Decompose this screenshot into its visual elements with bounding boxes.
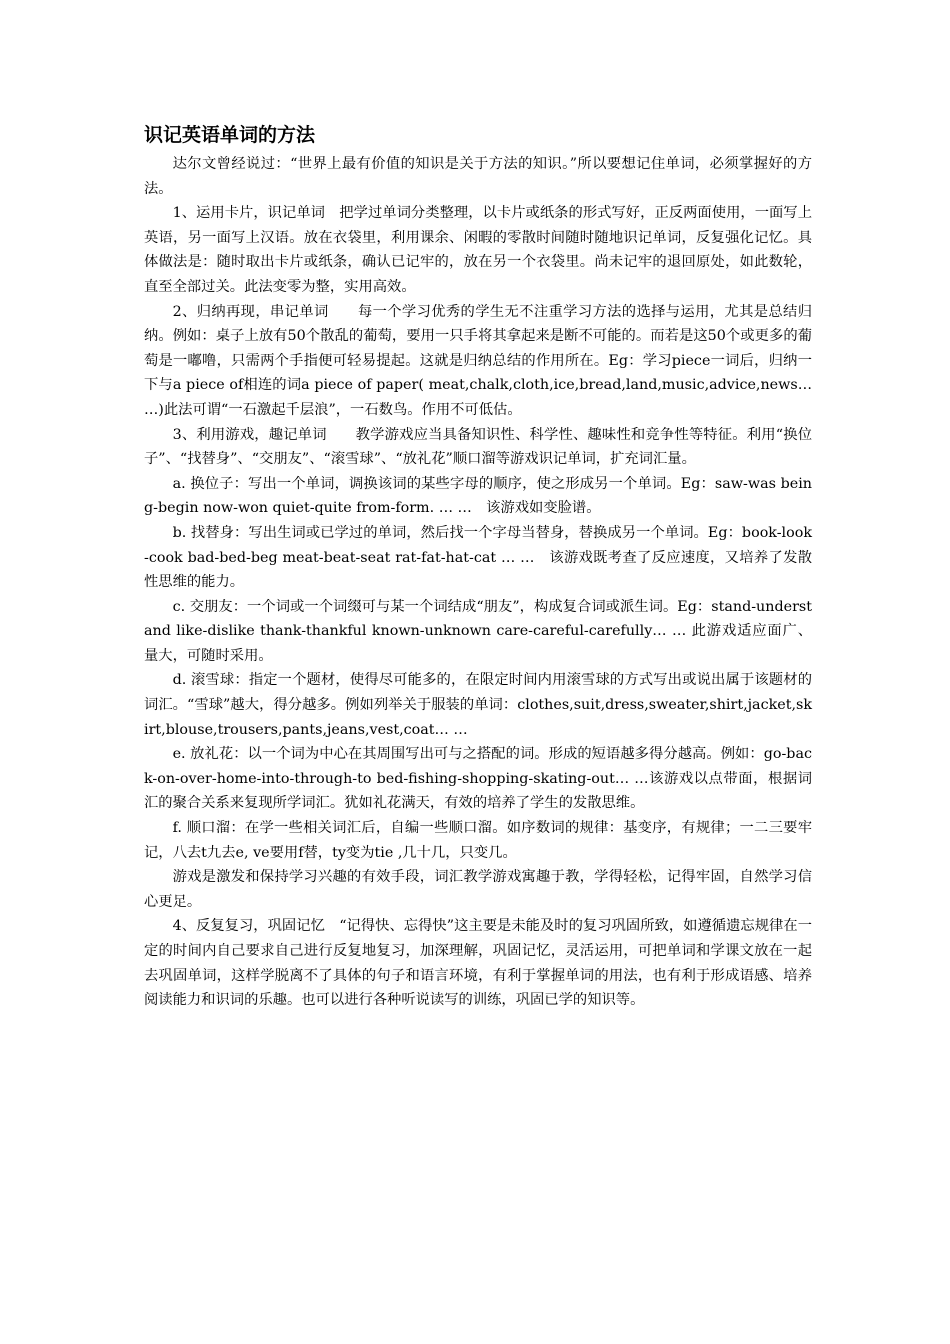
- method-1-paragraph: 1、运用卡片，识记单词 把学过单词分类整理，以卡片或纸条的形式写好，正反两面使用，一面写上英语，另一面写上汉语。放在衣袋里，利用课余、闲暇的零散时间随时随地识记单词，反复强化记忆。具体做法是：随时取出卡片或纸条，确认已记牢的，放在另一个衣袋里。尚未记牢的退回原处，如此数轮，直至全部过关。此法变零为整，实用高效。: [144, 205, 812, 295]
- game-b-paragraph: b. 找替身：写出生词或已学过的单词，然后找一个字母当替身，替换成另一个单词。Eg：book-look-cook bad-bed-beg meat-beat-seat rat-fat-hat-cat … … 该游戏既考查了反应速度，又培养了发散性思维的能力。: [144, 524, 812, 591]
- game-e-paragraph: e. 放礼花：以一个词为中心在其周围写出可与之搭配的词。形成的短语越多得分越高。例如：go-back-on-over-home-into-through-to bed-fishing-shopping-skating-out… …该游戏以点带面，根据词汇的聚合关系来复现所学词汇。犹如礼花满天，有效的培养了学生的发散思维。: [144, 746, 812, 812]
- method-3-paragraph: 3、利用游戏，趣记单词 教学游戏应当具备知识性、科学性、趣味性和竞争性等特征。利用“换位子”、“找替身”、“交朋友”、“滚雪球”、“放礼花”顺口溜等游戏识记单词，扩充词汇量。: [144, 426, 812, 468]
- game-c-paragraph: c. 交朋友：一个词或一个词缀可与某一个词结成“朋友”，构成复合词或派生词。Eg：stand-understand like-dislike thank-thankful known-unknown care-careful-carefully… … 此游戏适应面广、量大，可随时采用。: [144, 598, 812, 664]
- game-d-paragraph: d. 滚雪球：指定一个题材，使得尽可能多的，在限定时间内用滚雪球的方式写出或说出属于该题材的词汇。“雪球”越大，得分越多。例如列举关于服装的单词：clothes,suit,dress,sweater,shirt,jacket,skirt,blouse,trousers,pants,jeans,vest,coat… …: [144, 672, 812, 738]
- game-summary-paragraph: 游戏是激发和保持学习兴趣的有效手段，词汇教学游戏寓趣于教，学得轻松，记得牢固，自然学习信心更足。: [144, 869, 812, 910]
- game-a-paragraph: a. 换位子：写出一个单词，调换该词的某些字母的顺序，使之形成另一个单词。Eg：saw-was being-begin now-won quiet-quite from-form. … … 该游戏如变脸谱。: [144, 475, 812, 517]
- method-4-paragraph: 4、反复复习，巩固记忆 “记得快、忘得快”这主要是未能及时的复习巩固所致，如遵循遗忘规律在一定的时间内自己要求自己进行反复地复习，加深理解，巩固记忆，灵活运用，可把单词和学课文放在一起去巩固单词，这样学脱离不了具体的句子和语言环境，有利于掌握单词的用法，也有利于形成语感、培养阅读能力和识词的乐趣。也可以进行各种听说读写的训练，巩固已学的知识等。: [144, 918, 812, 1009]
- document-title: 识记英语单词的方法: [144, 124, 316, 146]
- intro-paragraph: 达尔文曾经说过：“世界上最有价值的知识是关于方法的知识。”所以要想记住单词，必须掌握好的方法。: [144, 156, 812, 197]
- method-2-paragraph: 2、归纳再现，串记单词 每一个学习优秀的学生无不注重学习方法的选择与运用，尤其是总结归纳。例如：桌子上放有50个散乱的葡萄，要用一只手将其拿起来是断不可能的。而若是这50个或更多的葡萄是一嘟噜，只需两个手指便可轻易提起。这就是归纳总结的作用所在。Eg：学习piece一词后，归纳一下与a piece of相连的词a piece of paper( meat,chalk,cloth,ice,bread,land,music,advice,news… …)此法可谓“一石激起千层浪”，一石数鸟。作用不可低估。: [144, 303, 812, 418]
- game-f-paragraph: f. 顺口溜：在学一些相关词汇后，自编一些顺口溜。如序数词的规律：基变序，有规律；一二三要牢记，八去t九去e, ve要用f替，ty变为tie ,几十几，只变几。: [144, 820, 812, 861]
- document-page: [144, 118, 812, 1013]
